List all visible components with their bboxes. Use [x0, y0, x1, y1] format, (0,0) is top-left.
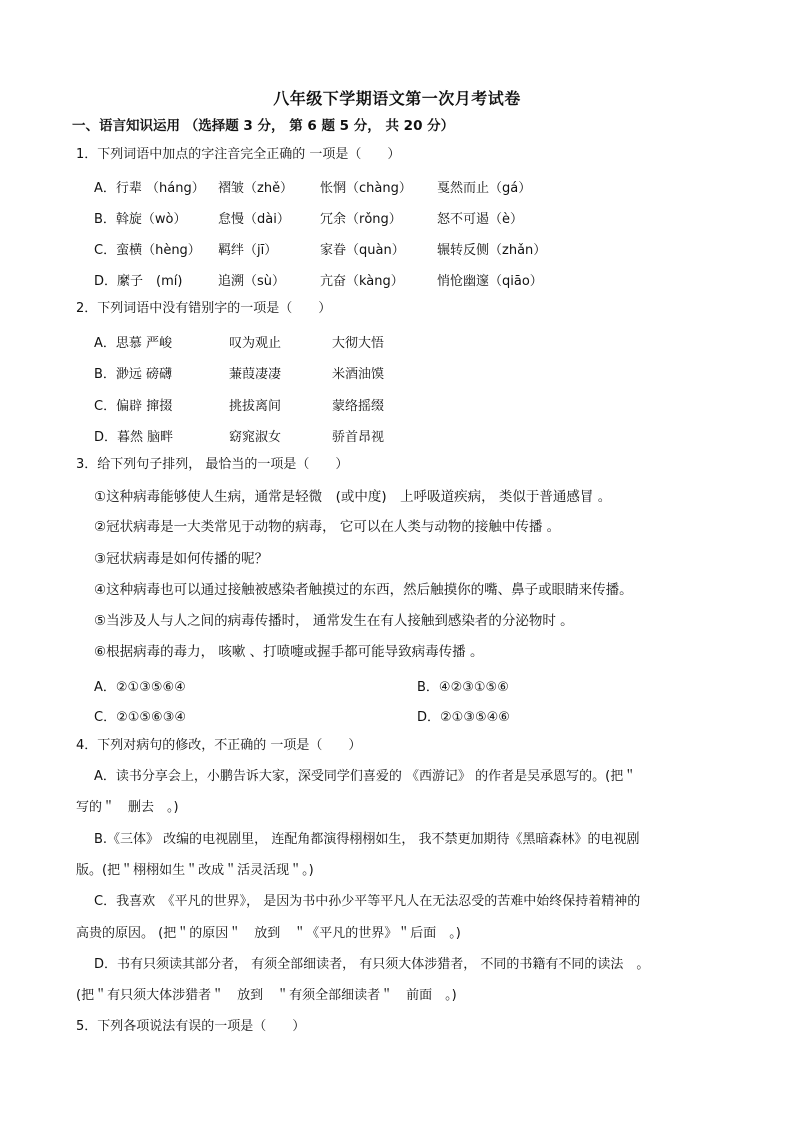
question-3-sentence-5: ⑤当涉及人与人之间的病毒传播时， 通常发生在有人接触到感染者的分泌物时 。	[94, 613, 574, 629]
question-3-sentence-6: ⑥根据病毒的毒力， 咳嗽 、打喷嚏或握手都可能导致病毒传播 。	[94, 644, 484, 660]
option-text: A．②①③⑤⑥④	[94, 680, 186, 695]
option-text: 大彻大悟	[332, 336, 385, 351]
question-4-option-a-line-1: A．读书分享会上，小鹏告诉大家，深受同学们喜爱的 《西游记》 的作者是吴承恩写的。(把＂	[94, 769, 637, 784]
question-3-sentence-4: ④这种病毒也可以通过接触被感染者触摸过的东西，然后触摸你的嘴、鼻子或眼睛来传播。	[94, 582, 633, 598]
option-text: B．渺远 磅礴	[94, 367, 173, 382]
option-text: A．思慕 严峻	[94, 336, 173, 351]
question-4-option-d-line-1: D．书有只须读其部分者， 有须全部细读者， 有只须大体涉猎者， 不同的书籍有不同的读法 。	[94, 957, 650, 972]
question-3-sentence-2: ②冠状病毒是一大类常见于动物的病毒， 它可以在人类与动物的接触中传播 。	[94, 519, 561, 535]
option-text: 冗余（rǒng）	[320, 212, 402, 227]
option-text: 羁绊（jī）	[218, 243, 278, 258]
question-4-option-a-line-2: 写的＂ 删去 。)	[76, 800, 179, 815]
option-text: C．②①⑤⑥③④	[94, 710, 187, 725]
option-text: 戛然而止（gá）	[437, 181, 532, 196]
question-3-sentence-3: ③冠状病毒是如何传播的呢？	[94, 551, 269, 567]
section-heading-language-knowledge: 一、语言知识运用 （选择题 3 分， 第 6 题 5 分， 共 20 分）	[72, 118, 455, 134]
option-text: 叹为观止	[229, 336, 282, 351]
option-text: 亢奋（kàng）	[320, 274, 404, 289]
question-1-stem: 1．下列词语中加点的字注音完全正确的 一项是（ ）	[76, 147, 401, 162]
option-text: C．蛮横（hèng）	[94, 243, 201, 258]
question-2-stem: 2．下列词语中没有错别字的一项是（ ）	[76, 301, 332, 316]
question-4-stem: 4．下列对病句的修改，不正确的 一项是（ ）	[76, 738, 362, 753]
question-4-option-b-line-2: 版。(把＂栩栩如生＂改成＂活灵活现＂。)	[76, 863, 314, 878]
question-4-option-d-line-2: (把＂有只须大体涉猎者＂ 放到 ＂有须全部细读者＂ 前面 。)	[76, 988, 457, 1003]
option-text: D．暮然 脑畔	[94, 430, 174, 445]
option-text: D．縻子 (mí)	[94, 274, 183, 289]
option-text: 家眷（quàn）	[320, 243, 405, 258]
question-5-stem: 5．下列各项说法有误的一项是（ ）	[76, 1019, 306, 1034]
option-text: 辗转反侧（zhǎn）	[437, 243, 547, 258]
question-4-option-b-line-1: B.《三体》 改编的电视剧里， 连配角都演得栩栩如生， 我不禁更加期待《黑暗森林》的电视剧	[94, 832, 640, 847]
question-4-option-c-line-2: 高贵的原因。 (把＂的原因＂ 放到 ＂《平凡的世界》＂后面 。)	[76, 926, 461, 941]
option-text: 怅惘（chàng）	[320, 181, 412, 196]
option-text: 悄怆幽邃（qiāo）	[437, 274, 543, 289]
option-text: 挑拔离间	[229, 399, 282, 414]
option-text: 怠慢（dài）	[218, 212, 290, 227]
option-text: 米酒油馍	[332, 367, 385, 382]
option-text: B．斡旋（wò）	[94, 212, 187, 227]
option-text: D．②①③⑤④⑥	[417, 710, 510, 725]
option-text: 蒹葭凄凄	[229, 367, 282, 382]
exam-title: 八年级下学期语文第一次月考试卷	[273, 89, 521, 108]
question-3-sentence-1: ①这种病毒能够使人生病，通常是轻微 (或中度) 上呼吸道疾病， 类似于普通感冒 。	[94, 489, 612, 505]
option-text: 蒙络摇缀	[332, 399, 385, 414]
option-text: 追溯（sù）	[218, 274, 286, 289]
option-text: 褶皱（zhě）	[218, 181, 294, 196]
option-text: 骄首昂视	[332, 430, 385, 445]
option-text: B．④②③①⑤⑥	[417, 680, 509, 695]
option-text: 窈窕淑女	[229, 430, 282, 445]
question-4-option-c-line-1: C．我喜欢 《平凡的世界》， 是因为书中孙少平等平凡人在无法忍受的苦难中始终保持着精神的	[94, 894, 641, 909]
option-text: C．偏辟 撺掇	[94, 399, 173, 414]
option-text: A．行辈 （háng）	[94, 181, 205, 196]
question-3-stem: 3．给下列句子排列， 最恰当的一项是（ ）	[76, 457, 349, 472]
option-text: 怒不可遏（è）	[437, 212, 523, 227]
